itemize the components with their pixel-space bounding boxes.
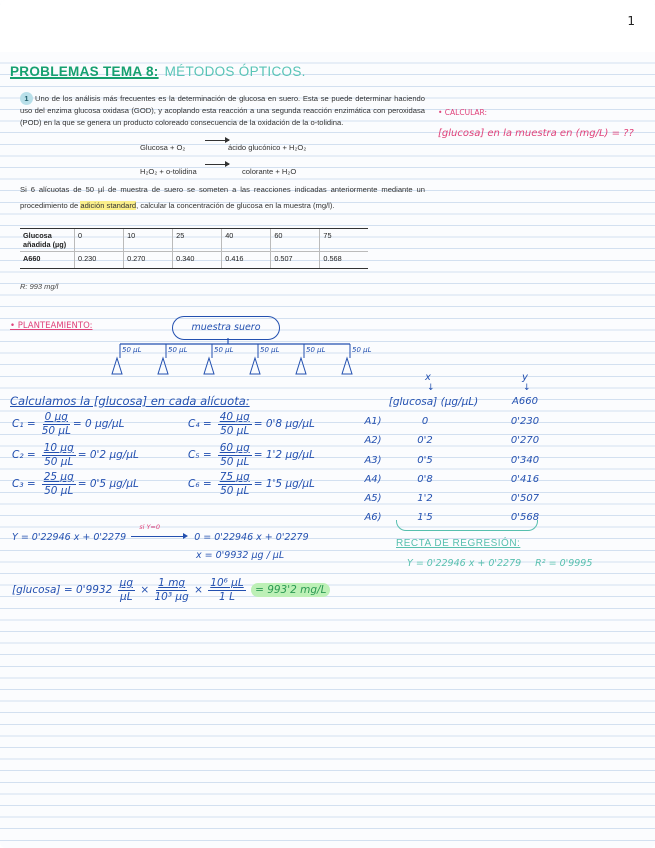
col-x-header: [glucosa] (µg/µL) — [388, 396, 479, 408]
conc-equation: C₂ = $\frac{\text{10 µg}}{\text{50 µL}}$ = 0'2 µg/µL — [12, 442, 139, 468]
solve-line: Y = 0'22946 x + 0'2279 si Y=0 0 = 0'22946 x + 0'2279 — [12, 523, 309, 543]
conc-equation: C₆ = $\frac{\text{75 µg}}{\text{50 µL}}$ = 1'5 µg/µL — [188, 471, 315, 497]
table-cell: 60 — [271, 229, 320, 252]
aliquot-label: 50 µL — [352, 346, 372, 354]
table-cell: 0.568 — [320, 252, 368, 269]
y-marker: y — [522, 372, 528, 383]
row-label: A2) — [364, 435, 382, 446]
aliquot-label: 50 µL — [122, 346, 142, 354]
regression-equation: Y = 0'22946 x + 0'2279 R² = 0'9995 — [407, 558, 593, 569]
table-header-cell: A660 — [20, 252, 75, 269]
row-x: 0 — [421, 416, 429, 427]
final-calculation: [glucosa] = 0'9932 $\frac{\text{µg}}{\text{µL}}$ × $\frac{1 mg}{\text{10³ µg}}$ × $\frac{\text{10⁶ µL}}{1 L}$ = 993'2 mg/L — [12, 578, 330, 602]
calc-label: • CALCULAR: — [438, 108, 488, 117]
row-x: 1'5 — [417, 512, 433, 523]
title-rest: MÉTODOS ÓPTICOS. — [164, 64, 306, 79]
row-label: A1) — [364, 416, 382, 427]
table-row — [20, 252, 368, 269]
problem-question — [20, 182, 425, 214]
title-bold: PROBLEMAS TEMA 8: — [10, 64, 159, 79]
problem-data-table — [20, 228, 368, 269]
page-number: 1 — [627, 14, 635, 28]
problem-statement — [20, 92, 425, 129]
aliquot-label: 50 µL — [306, 346, 326, 354]
final-result: = 993'2 mg/L — [251, 583, 330, 597]
aliquot-label: 50 µL — [260, 346, 280, 354]
reaction1-left: Glucosa + O₂ — [140, 143, 186, 152]
table-row — [20, 229, 368, 252]
down-arrow-icon: ↓ — [427, 383, 435, 393]
table-cell: 0.416 — [222, 252, 271, 269]
reaction2-right: colorante + H₂O — [242, 167, 297, 176]
reaction1-arrow — [205, 140, 229, 141]
row-y: 0'270 — [510, 435, 540, 446]
row-y: 0'340 — [510, 455, 540, 466]
row-label: A4) — [364, 474, 382, 485]
calc-target: [glucosa] en la muestra en (mg/L) = ?? — [438, 128, 634, 139]
calc-header: Calculamos la [glucosa] en cada alícuota: — [10, 394, 250, 408]
x-marker: x — [425, 372, 431, 383]
row-label: A5) — [364, 493, 382, 504]
question-text-a: Si 6 alícuotas de 50 µl de muestra de suero se someten a las reacciones indicadas anteriormente mediante un procedimiento de — [20, 185, 425, 210]
table-cell: 0.507 — [271, 252, 320, 269]
table-cell: 0.340 — [173, 252, 222, 269]
row-x: 0'5 — [417, 455, 433, 466]
regression-bracket — [396, 520, 538, 531]
row-y: 0'507 — [510, 493, 540, 504]
reaction2-arrow — [205, 164, 229, 165]
col-y-header: A660 — [512, 396, 538, 407]
problem-result: R: 993 mg/l — [20, 282, 59, 291]
table-cell: 0 — [75, 229, 124, 252]
row-label: A3) — [364, 455, 382, 466]
table-cell: 10 — [124, 229, 173, 252]
table-cell: 75 — [320, 229, 368, 252]
row-y: 0'416 — [510, 474, 540, 485]
conc-equation: C₅ = $\frac{\text{60 µg}}{\text{50 µL}}$ = 1'2 µg/µL — [188, 442, 315, 468]
conc-equation: C₁ = $\frac{\text{0 µg}}{\text{50 µL}}$ = 0 µg/µL — [12, 411, 125, 437]
row-x: 0'8 — [417, 474, 433, 485]
row-x: 0'2 — [417, 435, 433, 446]
solved-x: x = 0'9932 µg / µL — [196, 550, 285, 561]
page-header-area — [0, 0, 655, 52]
aliquot-label: 50 µL — [214, 346, 234, 354]
conc-equation: C₃ = $\frac{\text{25 µg}}{\text{50 µL}}$ = 0'5 µg/µL — [12, 471, 139, 497]
row-label: A6) — [364, 512, 382, 523]
reaction2-left: H₂O₂ + o-tolidina — [140, 167, 197, 176]
reaction1-right: ácido glucónico + H₂O₂ — [228, 143, 307, 152]
highlighted-term: adición standard — [80, 201, 137, 210]
row-y: 0'568 — [510, 512, 540, 523]
row-y: 0'230 — [510, 416, 540, 427]
aliquot-tree-diagram — [110, 338, 370, 378]
page-title — [10, 64, 306, 79]
problem-text: Uno de los análisis más frecuentes es la determinación de glucosa en suero. Esta se puede determinar haciendo uso del enzima glucosa oxidasa (GOD), y acoplando esta reacción a una segunda reacción enzimática con peroxidasa (POD) en la que se genera un producto coloreado consecuencia de la oxidación de la o-tolidina. — [20, 94, 425, 127]
table-cell: 40 — [222, 229, 271, 252]
row-x: 1'2 — [417, 493, 433, 504]
table-cell: 25 — [173, 229, 222, 252]
plan-label: • PLANTEAMIENTO: — [10, 321, 93, 331]
regression-title: RECTA DE REGRESIÓN: — [396, 538, 521, 549]
table-header-cell: Glucosa añadida (µg) — [20, 229, 75, 252]
question-text-b: , calcular la concentración de glucosa en la muestra (mg/l). — [136, 201, 335, 210]
aliquot-label: 50 µL — [168, 346, 188, 354]
table-cell: 0.230 — [75, 252, 124, 269]
sample-bubble: muestra suero — [172, 316, 280, 340]
conc-equation: C₄ = $\frac{\text{40 µg}}{\text{50 µL}}$ = 0'8 µg/µL — [188, 411, 315, 437]
table-cell: 0.270 — [124, 252, 173, 269]
problem-number-badge: 1 — [20, 92, 33, 105]
down-arrow-icon: ↓ — [523, 383, 531, 393]
